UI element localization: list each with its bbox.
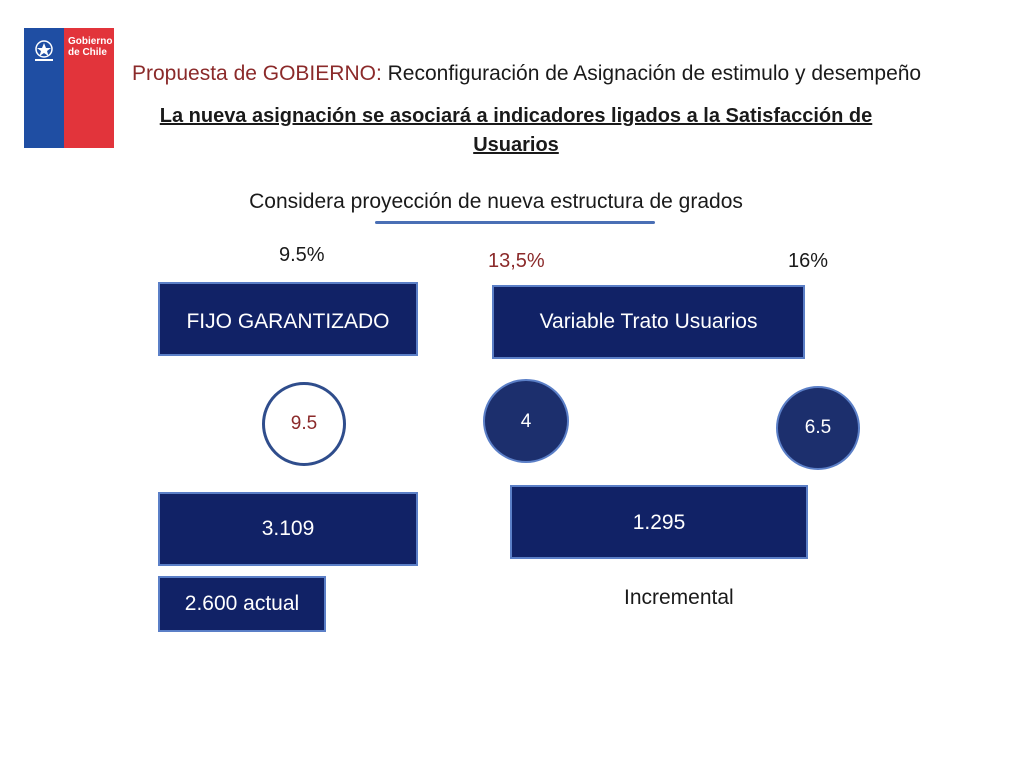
percent-right: 16% bbox=[788, 250, 829, 272]
decorative-underline bbox=[375, 221, 655, 224]
circle-left bbox=[262, 382, 346, 466]
percent-left: 9.5% bbox=[279, 244, 325, 266]
circle-middle bbox=[483, 379, 569, 463]
fijo-garantizado-box bbox=[158, 282, 418, 356]
slide-subtitle: La nueva asignación se asociará a indicadores ligados a la Satisfacción de Usuarios bbox=[159, 105, 873, 156]
logo-red-panel bbox=[64, 28, 114, 148]
logo-text bbox=[68, 36, 112, 58]
value-box-left bbox=[158, 492, 418, 566]
consider-text: Considera proyección de nueva estructura de grados bbox=[249, 190, 743, 213]
fijo-garantizado-label: FIJO GARANTIZADO bbox=[186, 310, 390, 333]
incremental-label: Incremental bbox=[624, 586, 734, 609]
logo-blue-panel bbox=[24, 28, 64, 148]
variable-trato-usuarios-box bbox=[492, 285, 805, 359]
title-rest: Reconfiguración de Asignación de estimulo y desempeño bbox=[381, 62, 922, 85]
actual-box bbox=[158, 576, 326, 632]
slide-title bbox=[132, 62, 1002, 86]
logo-text-line2: de Chile bbox=[68, 47, 107, 58]
logo-text-line1: Gobierno bbox=[68, 36, 113, 47]
gobierno-de-chile-logo bbox=[24, 28, 114, 148]
circle-right bbox=[776, 386, 860, 470]
value-left: 3.109 bbox=[261, 517, 315, 540]
circle-left-value: 9.5 bbox=[290, 413, 318, 434]
circle-right-value: 6.5 bbox=[804, 417, 832, 438]
value-box-right bbox=[510, 485, 808, 559]
actual-label: 2.600 actual bbox=[184, 592, 300, 615]
coat-of-arms-icon bbox=[30, 36, 58, 64]
percent-middle: 13,5% bbox=[488, 250, 545, 272]
title-lead: Propuesta de GOBIERNO: bbox=[132, 62, 382, 85]
value-right: 1.295 bbox=[632, 511, 686, 534]
variable-trato-usuarios-label: Variable Trato Usuarios bbox=[539, 310, 758, 333]
circle-middle-value: 4 bbox=[520, 411, 532, 432]
